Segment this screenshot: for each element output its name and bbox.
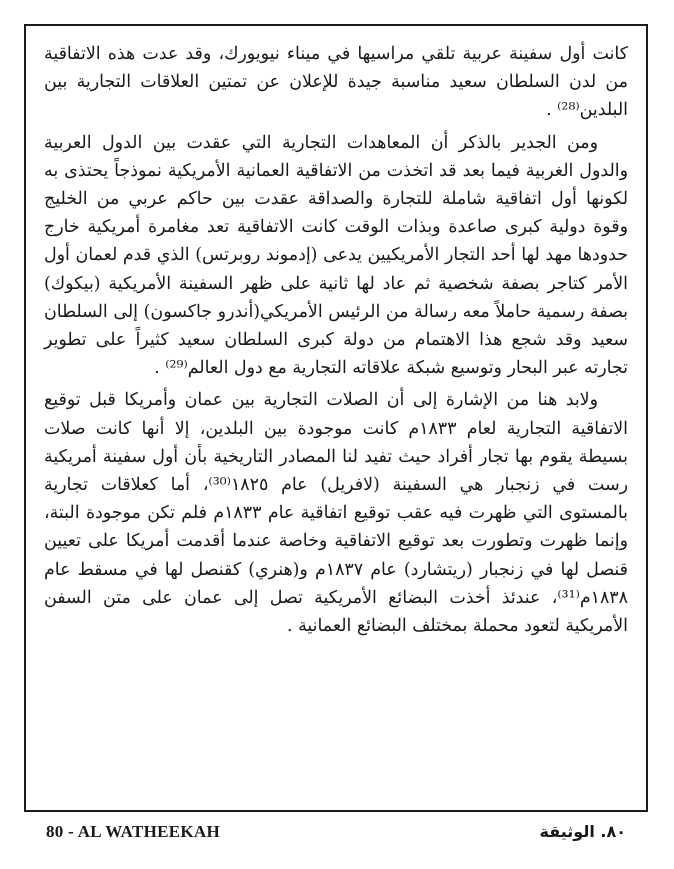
footer-page-number-english: 80 - AL WATHEEKAH	[46, 822, 221, 841]
paragraph-2: ومن الجدير بالذكر أن المعاهدات التجارية التي عقدت بين الدول العربية والدول الغربية فيما بعد قد اتخذت من الاتفاقية العمانية الأمريكية نموذجاً يحتذى به لكونها أول اتفاقية شاملة للتجارة والصداقة عقدت بين حاكم عربي من الخليج وقوة دولية كبرى صاعدة وبذات الوقت كانت الاتفاقية تعد مغامرة أمريكية خارج حدودها مهد لها أحد التجار الأمريكيين يدعى (إدموند روبرتس) الذي قدم لعمان أول الأمر كتاجر بصفة شخصية ثم عاد لها ثانية على ظهر السفينة الأمريكية (بيكوك) بصفة رسمية حاملاً معه رسالة من الرئيس الأمريكي(أندرو جاكسون) إلى السلطان سعيد وقد شجع هذا الاهتمام من دولة كبرى السلطان سعيد كثيراً على تطوير تجارته عبر البحار وتوسيع شبكة علاقاته التجارية مع دول العالم⁽²⁹⁾ .	[44, 132, 628, 379]
text-frame	[24, 24, 648, 812]
footer-page-number-arabic: ٨٠. الوثيقة	[539, 822, 626, 841]
paragraph-3: ولابد هنا من الإشارة إلى أن الصلات التجارية بين عمان وأمريكا قبل توقيع الاتفاقية التجارية لعام ١٨٣٣م كانت موجودة بين البلدين، إلا أنها كانت صلات بسيطة يقوم بها تجار أفراد حيث تفيد لنا المصادر التاريخية بأن أول سفينة أمريكية رست في زنجبار هي السفينة (لافريل) عام ١٨٢٥⁽³⁰⁾، أما كعلاقات تجارية بالمستوى التي ظهرت فيه عقب توقيع اتفاقية عام ١٨٣٣م فلم تكن موجودة البتة، وإنما ظهرت وتطورت بعد توقيع الاتفاقية وخاصة عندما أقدمت أمريكا على تعيين قنصل لها في زنجبار (ريتشارد) عام ١٨٣٧م و(هنري) كقنصل لها في مسقط عام ١٨٣٨م⁽³¹⁾، عندئذ أخذت البضائع الأمريكية تصل إلى عمان على متن السفن الأمريكية لتعود محملة بمختلف البضائع العمانية .	[44, 390, 628, 637]
page-footer	[0, 812, 674, 869]
paragraph-1: كانت أول سفينة عربية تلقي مراسيها في ميناء نيويورك، وقد عدت هذه الاتفاقية من لدن السلطان سعيد مناسبة جيدة للإعلان عن تمتين العلاقات التجارية بين البلدين⁽²⁸⁾ .	[44, 44, 628, 121]
article-body	[44, 40, 628, 640]
